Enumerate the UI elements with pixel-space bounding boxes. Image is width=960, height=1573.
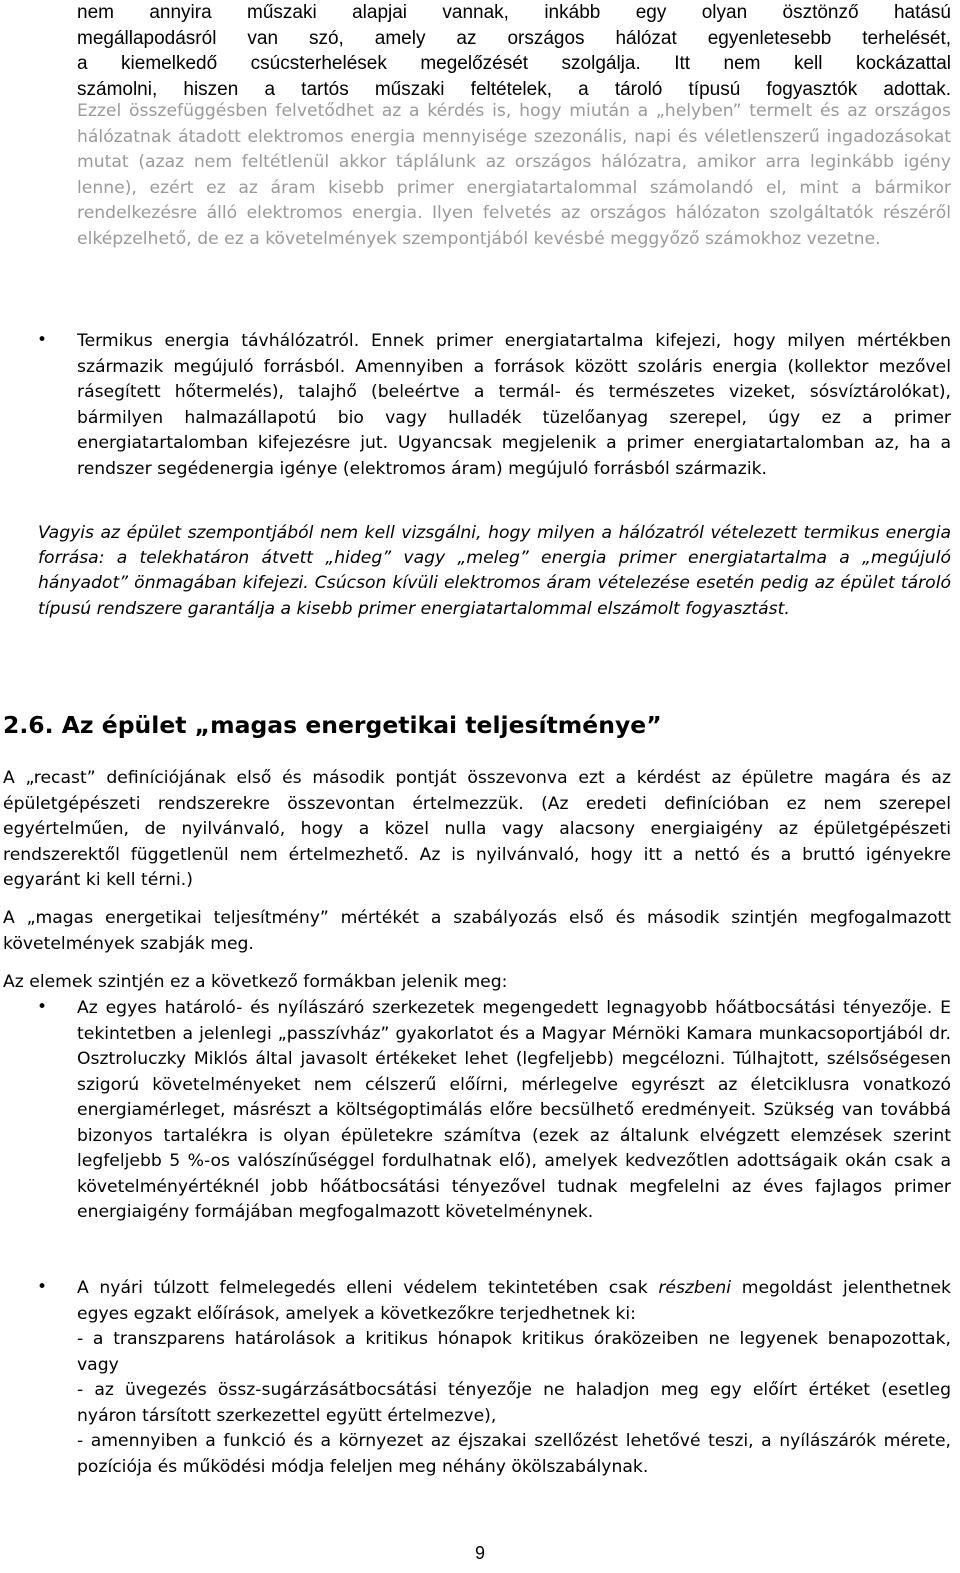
section-heading: 2.6. Az épület „magas energetikai teljesítménye”	[3, 711, 662, 739]
bullet-hatarolo	[37, 996, 951, 1226]
intro-line-3: a kiemelkedő csúcsterhelések megelőzését szolgálja. Itt nem kell kockázattal	[77, 53, 951, 74]
recast-paragraph: A „recast” definíciójának első és második pontját összevonva ezt a kérdést az épületre magára és az épületgépészeti rendszerekre összevontan értelmezzük. (Az eredeti definícióban ez nem szerepel egyértelműen, de nyilvánvaló, hogy a közel nulla vagy alacsony energiaigény az épületgépészeti rendszerektől függetlenül nem értelmezhető. Az is nyilvánvaló, hogy itt a nettó és a bruttó igényekre egyaránt ki kell térni.)	[3, 768, 951, 890]
nyari-sub-item-1: - a transzparens határolások a kritikus hónapok kritikus óraközeiben ne legyenek benapozottak, vagy	[77, 1329, 951, 1375]
nyari-sub-item-3: - amennyiben a funkció és a környezet az éjszakai szellőzést lehetővé teszi, a nyílászárók mérete, pozíciója és működési módja feleljen meg néhány ökölszabálynak.	[77, 1431, 951, 1477]
bullet-thermal	[37, 329, 951, 482]
recast-paragraph-block	[3, 766, 951, 894]
bullet-thermal-text: Termikus energia távhálózatról. Ennek primer energiatartalma kifejezi, hogy milyen mértékben származik megújuló forrásból. Amennyiben a források között szoláris energia (kollektor mezővel rásegített hőtermelés), talajhő (beleértve a termál- és természetes vizeket, sósvíztárolókat), bármilyen halmazállapotú bio vagy hulladék tüzelőanyag szerepel, úgy ez a primer energiatartalomban kifejezésre jut. Ugyancsak megjelenik a primer energiatartalomban az, ha a rendszer segédenergia igénye (elektromos áram) megújuló forrásból származik.	[77, 331, 951, 479]
intro-line-2: megállapodásról van szó, amely az országos hálózat egyenletesebb terhelését,	[77, 27, 951, 49]
nyari-intro-italic: részbeni	[658, 1278, 732, 1298]
intro-line-4: számolni, hiszen a tartós műszaki feltételek, a tároló típusú fogyasztók adottak.	[77, 78, 951, 100]
magas-paragraph: A „magas energetikai teljesítmény” mértékét a szabályozás első és második szintjén megfogalmazott követelmények szabják meg.	[3, 908, 951, 954]
bullet-nyari-intro	[77, 1276, 951, 1327]
bullet-dot: •	[37, 997, 48, 1017]
bullet-hatarolo-text: Az egyes határoló- és nyílászáró szerkezetek megengedett legnagyobb hőátbocsátási tényezője. E tekintetben a jelenlegi „passzívház” gyakorlatot és a Magyar Mérnöki Kamara munkacsoportjából dr. Osztroluczky Miklós által javasolt értékeket lehet (legfeljebb) megcélozni. Túlhajtott, szélsőségesen szigorú követelményeket nem célszerű előírni, mérlegelve egyrészt az életciklusra vonatkozó energiamérleget, másrészt a költségoptimálás előre becsülhető eredményeit. Szükség van továbbá bizonyos tartalékra is olyan épületekre számítva (ezek az általunk elvégzett elemzések szerint legfeljebb 5 %-os valószínűséggel fordulhatnak elő), amelyek kedvezőtlen adottságaik okán csak a követelményértéknél jobb hőátbocsátási tényezővel tudnak megfelelni az éves fajlagos primer energiaigény formájában megfogalmazott követelménynek.	[77, 998, 951, 1222]
bullet-dot: •	[37, 1277, 48, 1297]
nyari-intro-after: megoldást jelenthetnek egyes egzakt előírások, amelyek a következőkre terjedhetnek ki:	[77, 1278, 951, 1324]
nyari-sub-item-2: - az üvegezés össz-sugárzásátbocsátási tényezője ne haladjon meg egy előírt értéket (esetleg nyáron társított szerkezettel együtt értelmezve),	[77, 1380, 951, 1426]
elemek-paragraph-block	[3, 970, 951, 996]
nyari-intro-before: A nyári túlzott felmelegedés elleni védelem tekintetében csak	[77, 1278, 659, 1298]
magas-paragraph-block	[3, 906, 951, 957]
intro-lines	[77, 0, 951, 102]
intro-line-1: nem annyira műszaki alapjai vannak, inkább egy olyan ösztönző hatású	[77, 2, 951, 23]
bullet-nyari	[37, 1276, 951, 1480]
elemek-paragraph: Az elemek szintjén ez a következő formákban jelenik meg:	[3, 972, 508, 992]
bullet-dot: •	[37, 330, 48, 350]
page-number: 9	[474, 1543, 485, 1563]
intro-text-block	[77, 0, 951, 252]
gray-paragraph: Ezzel összefüggésben felvetődhet az a kérdés is, hogy miután a „helyben” termelt és az országos hálózatnak átadott elektromos energia mennyisége szezonális, napi és véletlenszerű ingadozásokat mutat (azaz nem feltétlenül akkor táplálunk az országos hálózatra, amikor arra leginkább igény lenne), ezért ez az áram kisebb primer energiatartalommal számolandó el, mint a bármikor rendelkezésre álló elektromos energia. Ilyen felvetés az országos hálózaton szolgáltatók részéről elképzelhető, de ez a követelmények szempontjából kevésbé meggyőző számokhoz vezetne.	[77, 101, 951, 249]
italic-paragraph-block	[38, 521, 951, 622]
italic-paragraph: Vagyis az épület szempontjából nem kell vizsgálni, hogy milyen a hálózatról vételezett termikus energia forrása: a telekhatáron átvett „hideg” vagy „meleg” energia primer energiatartalma a „megújuló hányadot” önmagában kifejezi. Csúcson kívüli elektromos áram vételezése esetén pedig az épület tároló típusú rendszere garantálja a kisebb primer energiatartalommal elszámolt fogyasztást.	[38, 523, 951, 619]
